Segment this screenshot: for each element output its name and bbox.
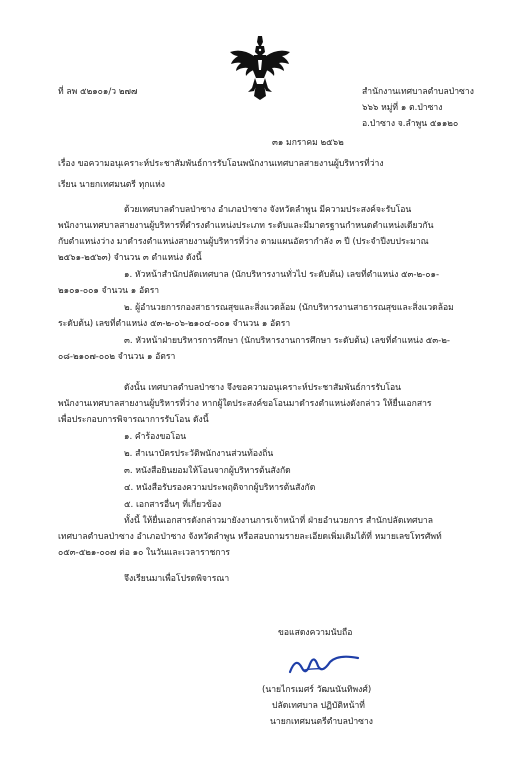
para3-line-3: ๐๕๓-๕๒๑-๐๐๗ ต่อ ๑๐ ในวันและเวลาราชการ: [58, 548, 231, 558]
para1-line-4: ๒๕๖๑-๒๕๖๓) จำนวน ๓ ตำแหน่ง ดังนี้: [58, 253, 202, 263]
para1-line-3: กับตำแหน่งว่าง มาดำรงตำแหน่งสายงานผู้บริหารที่ว่าง ตามแผนอัตรากำลัง ๓ ปี (ประจำปีงบประมาณ: [58, 237, 429, 247]
document-item: ๕. เอกสารอื่นๆ ที่เกี่ยวข้อง: [124, 500, 222, 510]
document-item: ๑. คำร้องขอโอน: [124, 432, 187, 442]
document-item: ๒. สำเนาบัตรประวัติพนักงานส่วนท้องถิ่น: [124, 449, 274, 459]
para1-line-2: พนักงานเทศบาลสายงานผู้บริหารที่ดำรงตำแหน่งประเภท ระดับและมีมาตรฐานกำหนดตำแหน่งเดียวกัน: [58, 221, 434, 231]
letter-date: ๓๑ มกราคม ๒๕๖๒: [272, 138, 344, 148]
reference-number: ที่ ลพ ๕๒๑๐๑/ว ๒๗๗: [58, 87, 138, 97]
position-2-line-1: ๒. ผู้อำนวยการกองสาธารณสุขและสิ่งแวดล้อม (นักบริหารงานสาธารณสุขและสิ่งแวดล้อม: [124, 303, 454, 313]
para3-line-2: เทศบาลตำบลป่าซาง อำเภอป่าซาง จังหวัดลำพูน หรือสอบถามรายละเอียดเพิ่มเติมได้ที่ หมายเลขโทรศัพท์: [58, 532, 442, 542]
closing-request: จึงเรียนมาเพื่อโปรดพิจารณา: [124, 574, 230, 584]
para2-line-3: เพื่อประกอบการพิจารณาการรับโอน ดังนี้: [58, 415, 209, 425]
office-line-3: อ.ป่าซาง จ.ลำพูน ๕๑๑๒๐: [362, 119, 459, 129]
document-item: ๔. หนังสือรับรองความประพฤติจากผู้บริหารต้นสังกัด: [124, 483, 316, 493]
position-1-line-2: ๒๑๐๑-๐๐๑ จำนวน ๑ อัตรา: [58, 286, 160, 296]
position-2-line-2: ระดับต้น) เลขที่ตำแหน่ง ๕๓-๒-๐๖-๒๑๐๔-๐๐๑ จำนวน ๑ อัตรา: [58, 319, 291, 329]
document-item: ๓. หนังสือยินยอมให้โอนจากผู้บริหารต้นสังกัด: [124, 466, 291, 476]
subject-line: เรื่อง ขอความอนุเคราะห์ประชาสัมพันธ์การรับโอนพนักงานเทศบาลสายงานผู้บริหารที่ว่าง: [58, 159, 384, 169]
para2-line-2: พนักงานเทศบาลสายงานผู้บริหารที่ว่าง หากผู้ใดประสงค์ขอโอนมาดำรงตำแหน่งดังกล่าว ให้ยื่นเอกสาร: [58, 399, 432, 409]
para1-line-1: ด้วยเทศบาลตำบลป่าซาง อำเภอป่าซาง จังหวัดลำพูน มีความประสงค์จะรับโอน: [124, 205, 412, 215]
signatory-title-line-1: ปลัดเทศบาล ปฏิบัติหน้าที่: [272, 701, 365, 711]
office-line-1: สำนักงานเทศบาลตำบลป่าซาง: [362, 87, 474, 97]
position-3-line-1: ๓. หัวหน้าฝ่ายบริหารการศึกษา (นักบริหารงานการศึกษา ระดับต้น) เลขที่ตำแหน่ง ๕๓-๒-: [124, 336, 451, 346]
position-3-line-2: ๐๘-๒๑๐๗-๐๐๒ จำนวน ๑ อัตรา: [58, 352, 176, 362]
salutation: เรียน นายกเทศมนตรี ทุกแห่ง: [58, 180, 165, 190]
position-1-line-1: ๑. หัวหน้าสำนักปลัดเทศบาล (นักบริหารงานทั่วไป ระดับต้น) เลขที่ตำแหน่ง ๕๓-๒-๐๑-: [124, 270, 440, 280]
signatory-title-line-2: นายกเทศมนตรีตำบลป่าซาง: [270, 717, 373, 727]
complimentary-close: ขอแสดงความนับถือ: [278, 628, 353, 638]
para3-line-1: ทั้งนี้ ให้ยื่นเอกสารดังกล่าวมายังงานการเจ้าหน้าที่ ฝ่ายอำนวยการ สำนักปลัดเทศบาล: [124, 516, 433, 526]
handwritten-signature: [284, 648, 364, 680]
para2-line-1: ดังนั้น เทศบาลตำบลป่าซาง จึงขอความอนุเคราะห์ประชาสัมพันธ์การรับโอน: [124, 383, 402, 393]
signatory-name: (นายไกรเมศร์ วัฒนนันทิพงศ์): [262, 685, 372, 695]
garuda-emblem-icon: [228, 34, 292, 100]
office-line-2: ๖๖๖ หมู่ที่ ๑ ต.ป่าซาง: [362, 103, 443, 113]
